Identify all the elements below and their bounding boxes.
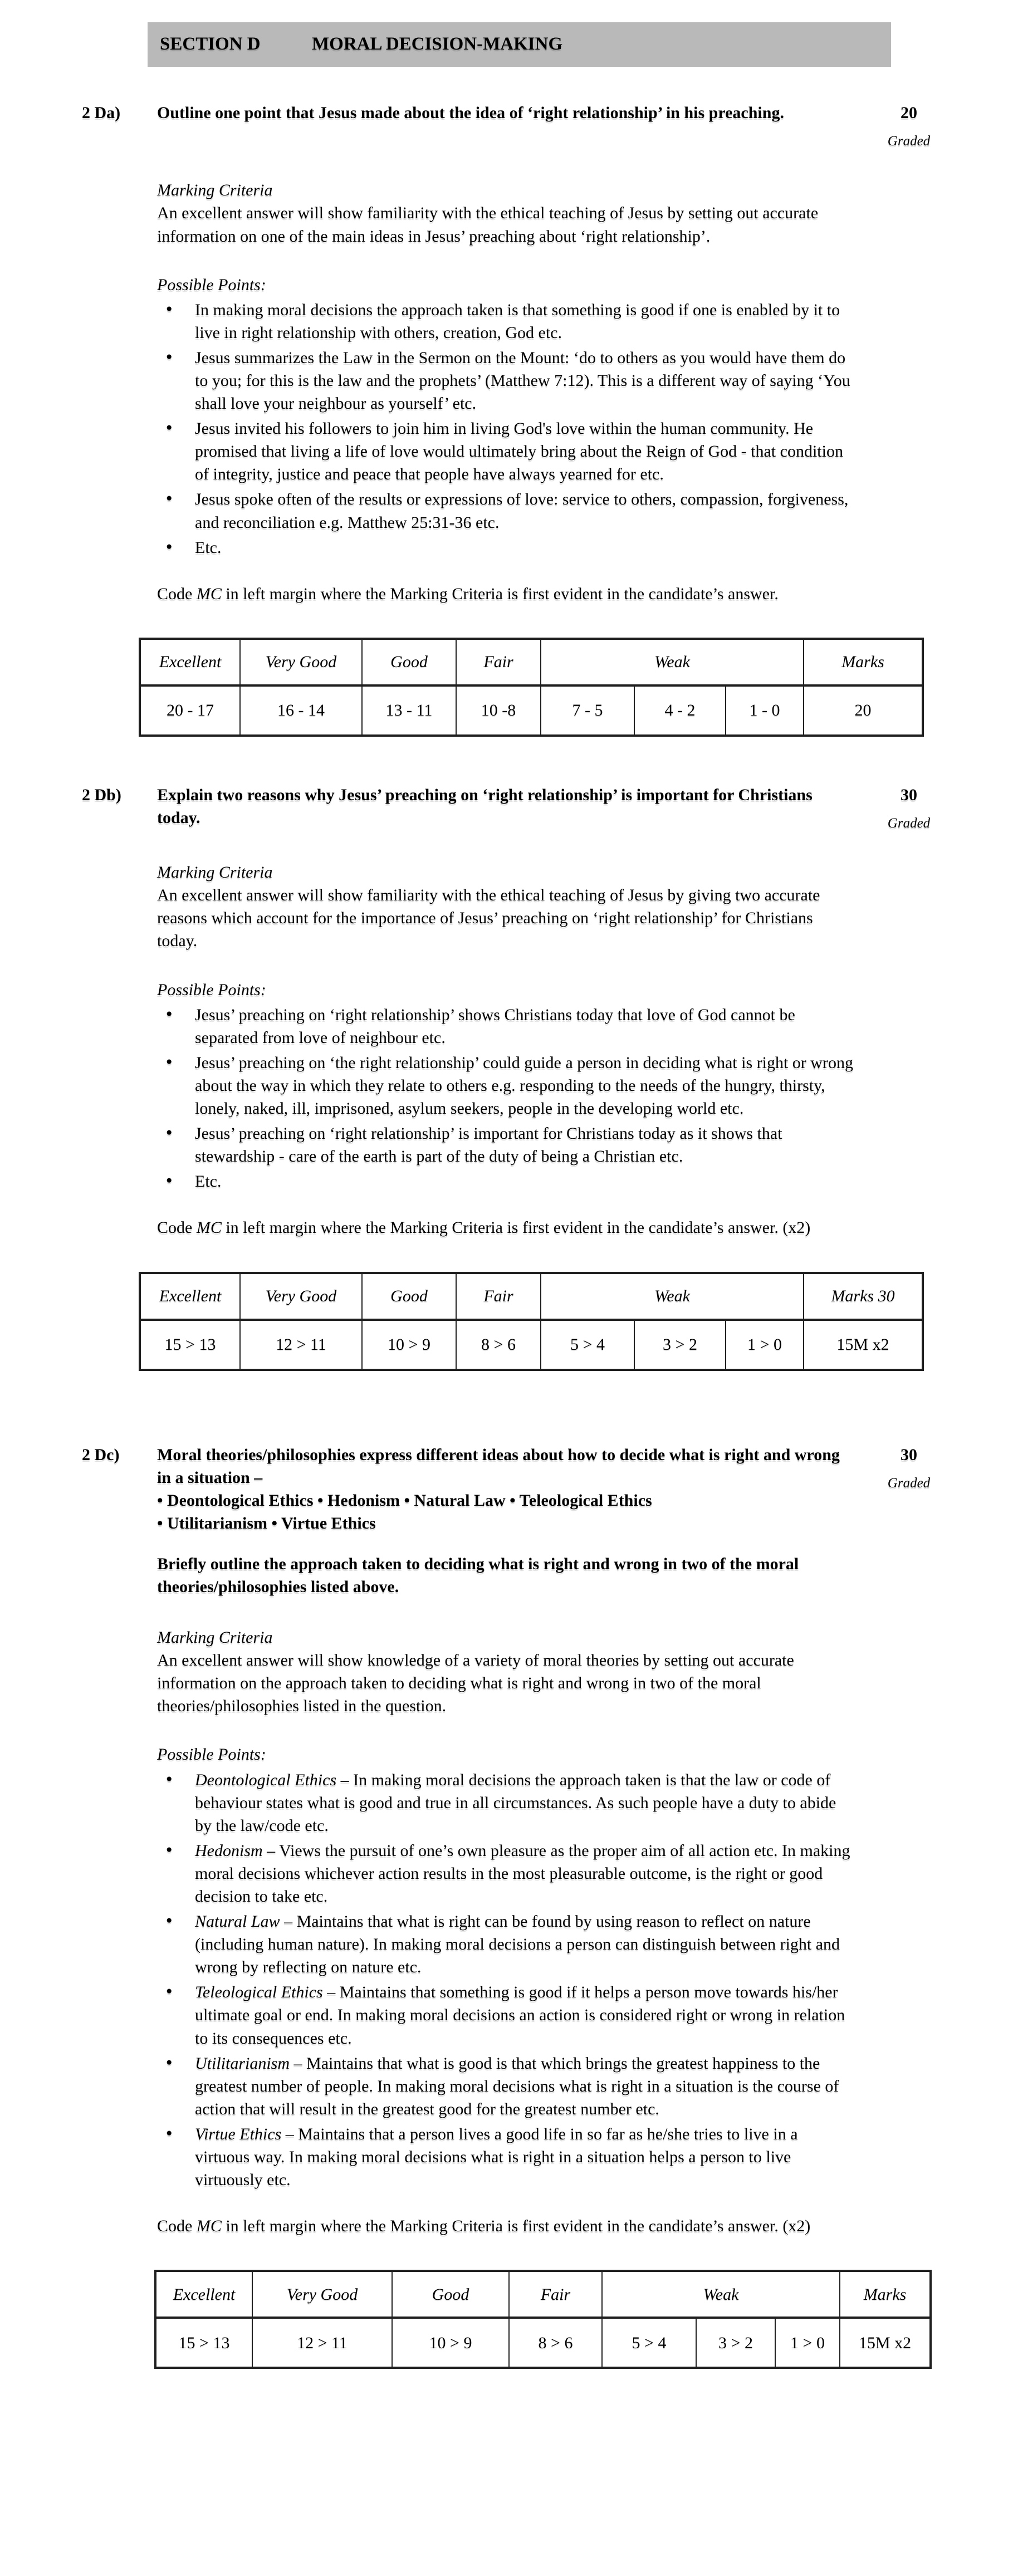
bullet-item xyxy=(157,2123,853,2191)
question-text: Moral theories/philosophies express different ideas about how to decide what is right and wrong in a situation – xyxy=(157,1445,840,1487)
question-number: 2 Dc) xyxy=(82,1445,120,1464)
bullet-item xyxy=(157,1769,853,1837)
graded-label: Graded xyxy=(887,815,931,831)
bullet-text: Jesus summarizes the Law in the Sermon on the Mount: ‘do to others as you would have them do to you; for this is the law and the prophets’ (Matthew 7:12). This is a different way of saying ‘You shall love your neighbour as yourself’ etc. xyxy=(195,348,850,413)
grade-header-cell: Excellent xyxy=(140,1273,240,1320)
grade-value-cell: 8 > 6 xyxy=(509,2318,602,2368)
question-content xyxy=(157,861,853,1193)
bullet-text: In making moral decisions the approach taken is that something is good if one is enabled by it to live in right relationship with others, creation, God etc. xyxy=(195,300,840,342)
possible-points-heading: Possible Points: xyxy=(157,980,266,999)
grade-value-cell: 20 xyxy=(804,685,923,736)
theory-list-line: • Deontological Ethics • Hedonism • Natural Law • Teleological Ethics xyxy=(157,1491,652,1510)
bullet-text: Jesus spoke often of the results or expressions of love: service to others, compassion, forgiveness, and reconciliation e.g. Matthew 25:31-36 etc. xyxy=(195,490,849,532)
theory-term: Virtue Ethics xyxy=(195,2124,282,2143)
bullet-text: – In making moral decisions the approach taken is that the law or code of behaviour states what is good and true in all circumstances. As such people have a duty to abide by the law/code etc. xyxy=(195,1770,836,1835)
left-margin-gutter xyxy=(0,101,82,151)
marks-value: 30 xyxy=(901,785,917,804)
grade-table-value-row xyxy=(155,2318,931,2368)
grade-table-db xyxy=(139,1272,924,1371)
bullet-text: – Maintains that what is right can be found by using reason to reflect on nature (including human nature). In making moral decisions a person can distinguish between right and wrong by reflecting on nature etc. xyxy=(195,1912,840,1977)
grade-value-cell: 12 > 11 xyxy=(252,2318,392,2368)
marks-column xyxy=(853,783,965,833)
question-text-secondary: Briefly outline the approach taken to deciding what is right and wrong in two of the moral theories/philosophies listed above. xyxy=(157,1554,799,1596)
question-2db xyxy=(0,783,1013,1371)
question-number: 2 Da) xyxy=(82,104,121,122)
code-note-mc: MC xyxy=(196,1218,222,1237)
question-text: Explain two reasons why Jesus’ preaching on ‘right relationship’ is important for Christians today. xyxy=(157,785,813,827)
bullet-text: Jesus invited his followers to join him in living God's love within the human community. He promised that living a life of love would ultimately bring about the Reign of God - that condition of integrity, justice and peace that people have always yearned for etc. xyxy=(195,419,843,484)
possible-points-list xyxy=(157,298,853,559)
bullet-text: Etc. xyxy=(195,1172,222,1191)
bullet-item xyxy=(157,1051,853,1120)
grade-value-cell: 10 -8 xyxy=(456,685,541,736)
marks-column xyxy=(853,1443,965,1599)
marks-value: 30 xyxy=(901,1445,917,1464)
code-note-mc: MC xyxy=(196,584,222,603)
possible-points-list xyxy=(157,1769,853,2192)
left-margin-gutter xyxy=(0,783,82,833)
theory-term: Utilitarianism xyxy=(195,2054,290,2073)
question-text: Outline one point that Jesus made about the idea of ‘right relationship’ in his preaching. xyxy=(157,104,784,122)
bullet-text: Jesus’ preaching on ‘right relationship’ shows Christians today that love of God cannot be separated from love of neighbour etc. xyxy=(195,1005,795,1047)
code-note-post: in left margin where the Marking Criteria is first evident in the candidate’s answer. xyxy=(221,584,779,603)
grade-value-cell: 10 > 9 xyxy=(362,1320,456,1370)
grade-header-cell: Good xyxy=(362,639,456,685)
theory-term: Deontological Ethics xyxy=(195,1770,337,1789)
question-2dc xyxy=(0,1443,1013,2369)
question-number: 2 Db) xyxy=(82,785,121,804)
code-note xyxy=(157,2215,853,2237)
grade-value-cell: 4 - 2 xyxy=(634,685,726,736)
grade-table-value-row xyxy=(140,1320,923,1370)
bullet-text: – Maintains that a person lives a good life in so far as he/she tries to live in a virtuous way. In making moral decisions what is right in a situation helps a person to live virtuously etc. xyxy=(195,2124,798,2190)
marking-criteria-heading: Marking Criteria xyxy=(157,181,273,200)
grade-header-cell: Excellent xyxy=(155,2271,252,2318)
grade-value-cell: 15 > 13 xyxy=(140,1320,240,1370)
graded-label: Graded xyxy=(887,1475,931,1491)
bullet-item xyxy=(157,1122,853,1168)
marks-column xyxy=(853,101,965,151)
grade-value-cell: 15M x2 xyxy=(804,1320,923,1370)
grade-value-cell: 3 > 2 xyxy=(634,1320,726,1370)
bullet-item xyxy=(157,346,853,415)
question-body xyxy=(157,101,853,151)
possible-points-heading: Possible Points: xyxy=(157,1745,266,1764)
grade-header-cell-weak: Weak xyxy=(541,639,804,685)
marking-criteria-text: An excellent answer will show familiarity with the ethical teaching of Jesus by setting out accurate information on one of the main ideas in Jesus’ preaching about ‘right relationship’. xyxy=(157,204,819,246)
code-note-pre: Code xyxy=(157,2217,197,2236)
grade-value-cell: 16 - 14 xyxy=(240,685,362,736)
question-content xyxy=(157,179,853,559)
section-header-bar xyxy=(148,22,891,67)
theory-list-line: • Utilitarianism • Virtue Ethics xyxy=(157,1514,376,1532)
grade-header-cell-marks: Marks 30 xyxy=(804,1273,923,1320)
theory-term: Hedonism xyxy=(195,1841,263,1860)
possible-points-list xyxy=(157,1003,853,1193)
bullet-item xyxy=(157,1170,853,1193)
theory-term: Teleological Ethics xyxy=(195,1983,323,2002)
grade-value-cell: 1 - 0 xyxy=(726,685,804,736)
grade-table-value-row xyxy=(140,685,923,736)
bullet-text: Jesus’ preaching on ‘the right relationship’ could guide a person in deciding what is right or wrong about the way in which they relate to others e.g. responding to the needs of the hungry, thirsty, lonely, naked, ill, imprisoned, asylum seekers, people in the developing world etc. xyxy=(195,1053,853,1118)
bullet-item xyxy=(157,417,853,486)
grade-header-cell: Fair xyxy=(456,1273,541,1320)
grade-value-cell: 8 > 6 xyxy=(456,1320,541,1370)
left-margin-gutter xyxy=(0,1443,82,1599)
question-heading-row xyxy=(0,101,1013,151)
grade-header-cell: Good xyxy=(392,2271,509,2318)
grade-value-cell: 13 - 11 xyxy=(362,685,456,736)
code-note xyxy=(157,582,853,605)
grade-header-cell-marks: Marks xyxy=(840,2271,931,2318)
section-label: SECTION D xyxy=(160,34,261,55)
code-note-post: in left margin where the Marking Criteria is first evident in the candidate’s answer. (x2) xyxy=(221,1218,811,1237)
grade-table-dc xyxy=(154,2270,932,2369)
bullet-text: – Maintains that something is good if it helps a person move towards his/her ultimate goal or end. In making moral decisions an action is considered right or wrong in relation to its consequences etc. xyxy=(195,1983,845,2048)
grade-table-header-row xyxy=(140,639,923,685)
grade-value-cell: 15M x2 xyxy=(840,2318,931,2368)
marking-criteria-heading: Marking Criteria xyxy=(157,863,273,882)
grade-header-cell-marks: Marks xyxy=(804,639,923,685)
marking-criteria-text: An excellent answer will show familiarity with the ethical teaching of Jesus by giving two accurate reasons which account for the importance of Jesus’ preaching on ‘right relationship’ for Christians today. xyxy=(157,886,820,951)
code-note-pre: Code xyxy=(157,1218,197,1237)
bullet-item xyxy=(157,298,853,344)
code-note-post: in left margin where the Marking Criteria is first evident in the candidate’s answer. (x2) xyxy=(221,2217,811,2236)
bullet-item xyxy=(157,2052,853,2120)
grade-value-cell: 5 > 4 xyxy=(602,2318,696,2368)
bullet-item xyxy=(157,488,853,533)
grade-table-header-row xyxy=(155,2271,931,2318)
bullet-item xyxy=(157,1839,853,1908)
code-note-pre: Code xyxy=(157,584,197,603)
grade-value-cell: 20 - 17 xyxy=(140,685,240,736)
grade-header-cell: Fair xyxy=(456,639,541,685)
question-body xyxy=(157,1443,853,1599)
bullet-item xyxy=(157,1003,853,1049)
question-heading-row xyxy=(0,783,1013,833)
grade-value-cell: 1 > 0 xyxy=(726,1320,804,1370)
grade-header-cell: Very Good xyxy=(240,1273,362,1320)
grade-value-cell: 1 > 0 xyxy=(775,2318,840,2368)
grade-header-cell: Very Good xyxy=(252,2271,392,2318)
question-body xyxy=(157,783,853,833)
grade-header-cell: Fair xyxy=(509,2271,602,2318)
grade-value-cell: 5 > 4 xyxy=(541,1320,634,1370)
bullet-text: Etc. xyxy=(195,538,222,557)
grade-header-cell-weak: Weak xyxy=(602,2271,840,2318)
bullet-text: – Maintains that what is good is that which brings the greatest happiness to the greatest number of people. In making moral decisions what is right in a situation is the course of action that will result in the greatest good for the greatest number etc. xyxy=(195,2054,839,2118)
code-note-mc: MC xyxy=(196,2217,222,2236)
bullet-item xyxy=(157,1981,853,2049)
question-heading-row xyxy=(0,1443,1013,1599)
grade-header-cell: Very Good xyxy=(240,639,362,685)
grade-table-header-row xyxy=(140,1273,923,1320)
grade-header-cell: Excellent xyxy=(140,639,240,685)
bullet-item xyxy=(157,1910,853,1978)
bullet-text: Jesus’ preaching on ‘right relationship’ is important for Christians today as it shows that stewardship - care of the earth is part of the duty of being a Christian etc. xyxy=(195,1124,782,1166)
possible-points-heading: Possible Points: xyxy=(157,275,266,294)
grade-header-cell-weak: Weak xyxy=(541,1273,804,1320)
graded-label: Graded xyxy=(887,134,931,149)
question-content xyxy=(157,1626,853,2191)
marking-criteria-heading: Marking Criteria xyxy=(157,1628,273,1647)
marking-criteria-text: An excellent answer will show knowledge of a variety of moral theories by setting out accurate information on the approach taken to deciding what is right and wrong in two of the moral theories/philosophies listed in the question. xyxy=(157,1651,794,1716)
marks-value: 20 xyxy=(901,104,917,122)
grade-value-cell: 3 > 2 xyxy=(696,2318,775,2368)
grade-value-cell: 12 > 11 xyxy=(240,1320,362,1370)
bullet-text: – Views the pursuit of one’s own pleasure as the proper aim of all action etc. In making moral decisions whichever action results in the most pleasurable outcome, is the right or good decision to take etc. xyxy=(195,1841,850,1906)
code-note xyxy=(157,1216,853,1239)
theory-term: Natural Law xyxy=(195,1912,280,1931)
bullet-item xyxy=(157,536,853,559)
section-title: MORAL DECISION-MAKING xyxy=(312,34,563,55)
question-2da xyxy=(0,101,1013,737)
grade-table-da xyxy=(139,638,924,737)
grade-value-cell: 15 > 13 xyxy=(155,2318,252,2368)
grade-header-cell: Good xyxy=(362,1273,456,1320)
grade-value-cell: 7 - 5 xyxy=(541,685,634,736)
grade-value-cell: 10 > 9 xyxy=(392,2318,509,2368)
